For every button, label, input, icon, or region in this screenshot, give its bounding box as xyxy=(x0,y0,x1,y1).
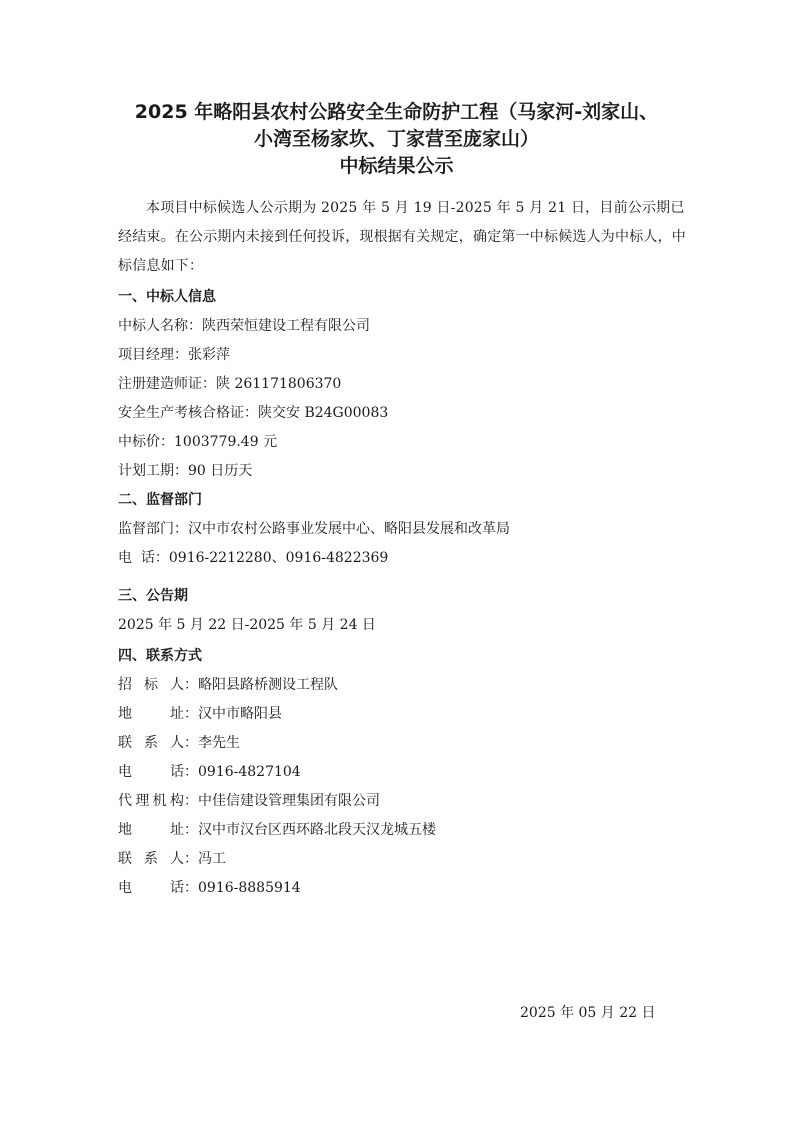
supervision-phone: 电 话：0916-2212280、0916-4822369 xyxy=(118,550,389,566)
contact-label: 地 址 xyxy=(118,706,184,722)
section-heading-contact: 四、联系方式 xyxy=(118,648,202,664)
winner-name: 中标人名称：陕西荣恒建设工程有限公司 xyxy=(118,318,370,334)
bid-price: 中标价：1003779.49 元 xyxy=(118,434,278,450)
contact-label: 联 系 人 xyxy=(118,735,184,751)
section-heading-announcement: 三、公告期 xyxy=(118,588,188,604)
contact-value: 0916-4827104 xyxy=(198,764,301,780)
contact-value: 略阳县路桥测设工程队 xyxy=(198,677,338,693)
contact-row: 地 址：汉中市略阳县 xyxy=(118,706,282,722)
intro-paragraph: 本项目中标候选人公示期为 2025 年 5 月 19 日-2025 年 5 月 21 日，目前公示期已经结束。在公示期内未接到任何投诉，现根据有关规定，确定第一中标候选人为中标人，中标信息如下： xyxy=(118,200,686,274)
title-line-2: 小湾至杨家坎、丁家营至庞家山） xyxy=(253,128,539,150)
title-line-1: 2025 年略阳县农村公路安全生命防护工程（马家河-刘家山、 xyxy=(134,101,659,123)
planned-duration: 计划工期：90 日历天 xyxy=(118,463,253,479)
contact-label: 代理机构 xyxy=(118,793,184,809)
contact-row: 联 系 人：李先生 xyxy=(118,735,240,751)
contact-row: 联 系 人：冯工 xyxy=(118,851,226,867)
contact-row: 代理机构：中佳信建设管理集团有限公司 xyxy=(118,793,380,809)
safety-certificate: 安全生产考核合格证：陕交安 B24G00083 xyxy=(118,405,389,421)
supervision-department: 监督部门：汉中市农村公路事业发展中心、略阳县发展和改革局 xyxy=(118,521,510,537)
section-heading-supervision: 二、监督部门 xyxy=(118,492,202,508)
contact-row: 电 话：0916-4827104 xyxy=(118,764,301,780)
contact-row: 招 标 人：略阳县路桥测设工程队 xyxy=(118,677,338,693)
title-line-3: 中标结果公示 xyxy=(339,155,454,177)
contact-label: 地 址 xyxy=(118,822,184,838)
section-heading-winner: 一、中标人信息 xyxy=(118,289,216,305)
contact-value: 汉中市汉台区西环路北段天汉龙城五楼 xyxy=(198,822,436,838)
contact-value: 李先生 xyxy=(198,735,240,751)
contact-row: 地 址：汉中市汉台区西环路北段天汉龙城五楼 xyxy=(118,822,436,838)
builder-certificate: 注册建造师证：陕 261171806370 xyxy=(118,376,342,392)
contact-row: 电 话：0916-8885914 xyxy=(118,880,301,896)
contact-value: 中佳信建设管理集团有限公司 xyxy=(198,793,380,809)
contact-label: 联 系 人 xyxy=(118,851,184,867)
contact-label: 电 话 xyxy=(118,764,184,780)
announcement-period: 2025 年 5 月 22 日-2025 年 5 月 24 日 xyxy=(118,617,376,633)
contact-label: 电 话 xyxy=(118,880,184,896)
project-manager: 项目经理：张彩萍 xyxy=(118,347,230,363)
document-date: 2025 年 05 月 22 日 xyxy=(520,1005,656,1021)
contact-value: 0916-8885914 xyxy=(198,880,301,896)
contact-value: 汉中市略阳县 xyxy=(198,706,282,722)
contact-value: 冯工 xyxy=(198,851,226,867)
contact-label: 招 标 人 xyxy=(118,677,184,693)
